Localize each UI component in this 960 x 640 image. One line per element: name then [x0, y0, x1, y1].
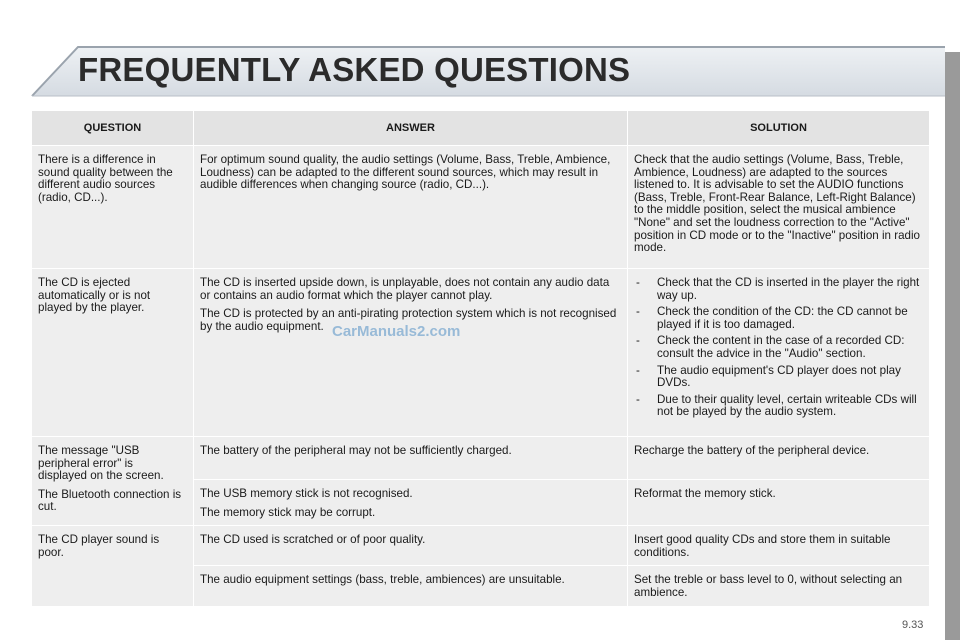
answer-text: The USB memory stick is not recognised.: [200, 487, 413, 500]
solution-cell: [628, 480, 930, 526]
answer-cell: [194, 437, 628, 480]
solution-cell: [628, 526, 930, 566]
question-cell: [32, 146, 194, 269]
solution-text: Reformat the memory stick.: [634, 487, 776, 500]
question-text: The message "USB peripheral error" is displayed on the screen.: [38, 444, 164, 483]
solution-text: Set the treble or bass level to 0, without selecting an ambience.: [634, 573, 903, 599]
solution-cell: [628, 566, 930, 606]
question-cell: [32, 269, 194, 437]
solution-list-item: - Check the condition of the CD: the CD cannot be played if it is too damaged.: [634, 306, 923, 331]
side-tab-bar: [945, 52, 960, 640]
answer-text: The CD used is scratched or of poor quality.: [200, 533, 426, 547]
column-header-answer: ANSWER: [194, 111, 628, 146]
solution-text: Check that the audio settings (Volume, Bass, Treble, Ambience, Loudness) are adapted to the sources listened to. It is advisable to set the AUDIO functions (Bass, Treble, Front-Rear Balance, Left-Right Balance) to the middle position, select the musical ambience "None" and set the loudness correction to the "Active" position in CD mode or to the "Inactive" position in radio mode.: [634, 153, 920, 255]
answer-text: The audio equipment settings (bass, treble, ambiences) are unsuitable.: [200, 573, 565, 587]
answer-cell: [194, 566, 628, 606]
solution-cell: [628, 146, 930, 269]
question-text: The Bluetooth connection is cut.: [38, 487, 182, 514]
solution-text: Recharge the battery of the peripheral device.: [634, 444, 870, 457]
page-number: 9.33: [902, 619, 924, 631]
answer-cell: [194, 526, 628, 566]
answer-text: The CD is inserted upside down, is unplayable, does not contain any audio data or contains an audio format which the player cannot play.: [200, 276, 610, 302]
question-text: There is a difference in sound quality between the different audio sources (radio, CD...).: [38, 153, 173, 204]
watermark: CarManuals2.com: [332, 323, 461, 340]
answer-cell: [194, 269, 628, 437]
table-row: [32, 269, 930, 437]
solution-cell: [628, 269, 930, 437]
solution-list: [634, 277, 923, 419]
question-cell: [32, 437, 194, 526]
answer-cell: [194, 146, 628, 269]
column-header-solution: SOLUTION: [628, 111, 930, 146]
answer-cell: [194, 480, 628, 526]
column-header-question: QUESTION: [32, 111, 194, 146]
answer-text: For optimum sound quality, the audio settings (Volume, Bass, Treble, Ambience, Loudness) can be adapted to the different sound sources, which may result in audible differences when changing source (radio, CD...).: [200, 153, 611, 192]
solution-list-item: - Check that the CD is inserted in the player the right way up.: [634, 277, 923, 302]
answer-text: The battery of the peripheral may not be sufficiently charged.: [200, 444, 512, 457]
solution-list-item: - Due to their quality level, certain writeable CDs will not be played by the audio system.: [634, 394, 923, 419]
table-row: [32, 146, 930, 269]
solution-list-item: - Check the content in the case of a recorded CD: consult the advice in the "Audio" section.: [634, 335, 923, 360]
table-row: [32, 437, 930, 480]
answer-text: The CD is protected by an anti-pirating protection system which is not recognised by the audio equipment.: [200, 307, 617, 333]
question-text: The CD is ejected automatically or is not played by the player.: [38, 276, 151, 315]
solution-text: Insert good quality CDs and store them in suitable conditions.: [634, 533, 891, 559]
answer-text: The memory stick may be corrupt.: [200, 505, 376, 519]
question-cell: [32, 526, 194, 606]
faq-table: [31, 110, 930, 607]
table-header-row: [32, 111, 930, 146]
table-row: [32, 526, 930, 566]
question-text: The CD player sound is poor.: [38, 533, 160, 559]
solution-cell: [628, 437, 930, 480]
page-title: FREQUENTLY ASKED QUESTIONS: [78, 51, 631, 88]
solution-list-item: - The audio equipment's CD player does not play DVDs.: [634, 365, 923, 390]
